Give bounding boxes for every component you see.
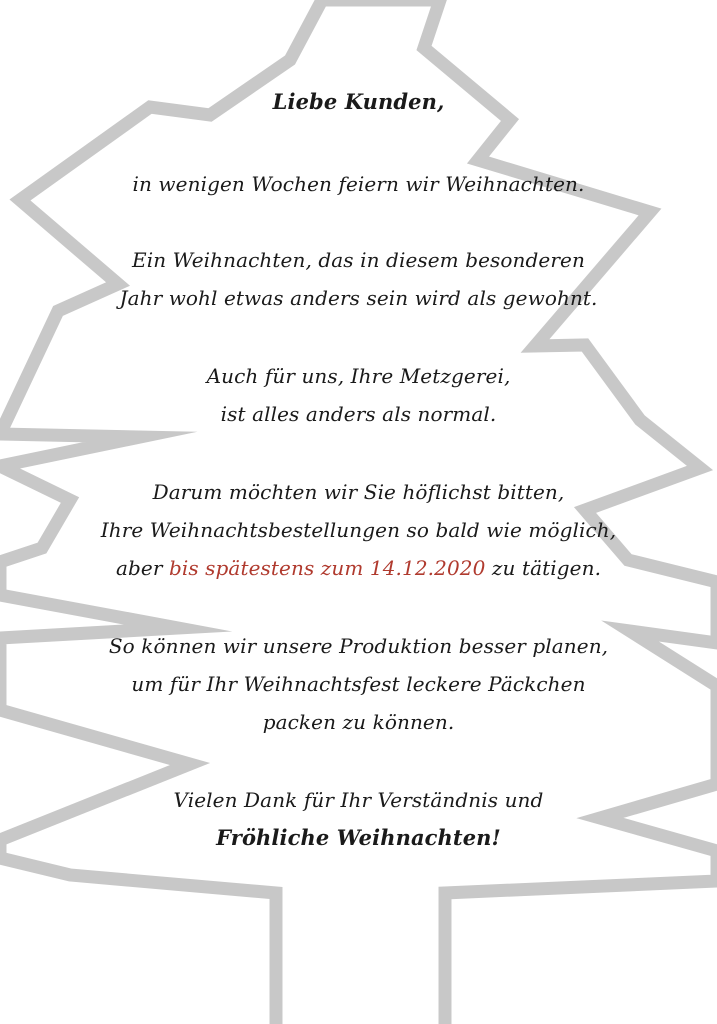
closing-line-2: Fröhliche Weihnachten!	[216, 825, 501, 850]
paragraph-4-line-3: packen zu können.	[262, 710, 455, 734]
paragraph-2-line-1: Auch für uns, Ihre Metzgerei,	[206, 364, 511, 388]
intro-line: in wenigen Wochen feiern wir Weihnachten.	[132, 172, 585, 196]
closing-line-1: Vielen Dank für Ihr Verständnis und	[173, 788, 544, 812]
paragraph-3-line-1: Darum möchten wir Sie höflichst bitten,	[152, 480, 565, 504]
paragraph-3-line-2: Ihre Weihnachtsbestellungen so bald wie möglich,	[100, 518, 617, 542]
paragraph-4-line-2: um für Ihr Weihnachtsfest leckere Päckchen	[131, 672, 586, 696]
paragraph-4-line-1: So können wir unsere Produktion besser planen,	[108, 634, 609, 658]
paragraph-3-line-3	[0, 554, 717, 582]
paragraph-2-line-2: ist alles anders als normal.	[220, 402, 497, 426]
deadline-date: bis spätestens zum 14.12.2020	[168, 556, 486, 580]
greeting: Liebe Kunden,	[272, 89, 445, 114]
deadline-suffix: zu tätigen.	[485, 556, 602, 580]
paragraph-1-line-2: Jahr wohl etwas anders sein wird als gewohnt.	[119, 286, 598, 310]
deadline-prefix: aber	[115, 556, 169, 580]
paragraph-1-line-1: Ein Weihnachten, das in diesem besonderen	[132, 248, 585, 272]
